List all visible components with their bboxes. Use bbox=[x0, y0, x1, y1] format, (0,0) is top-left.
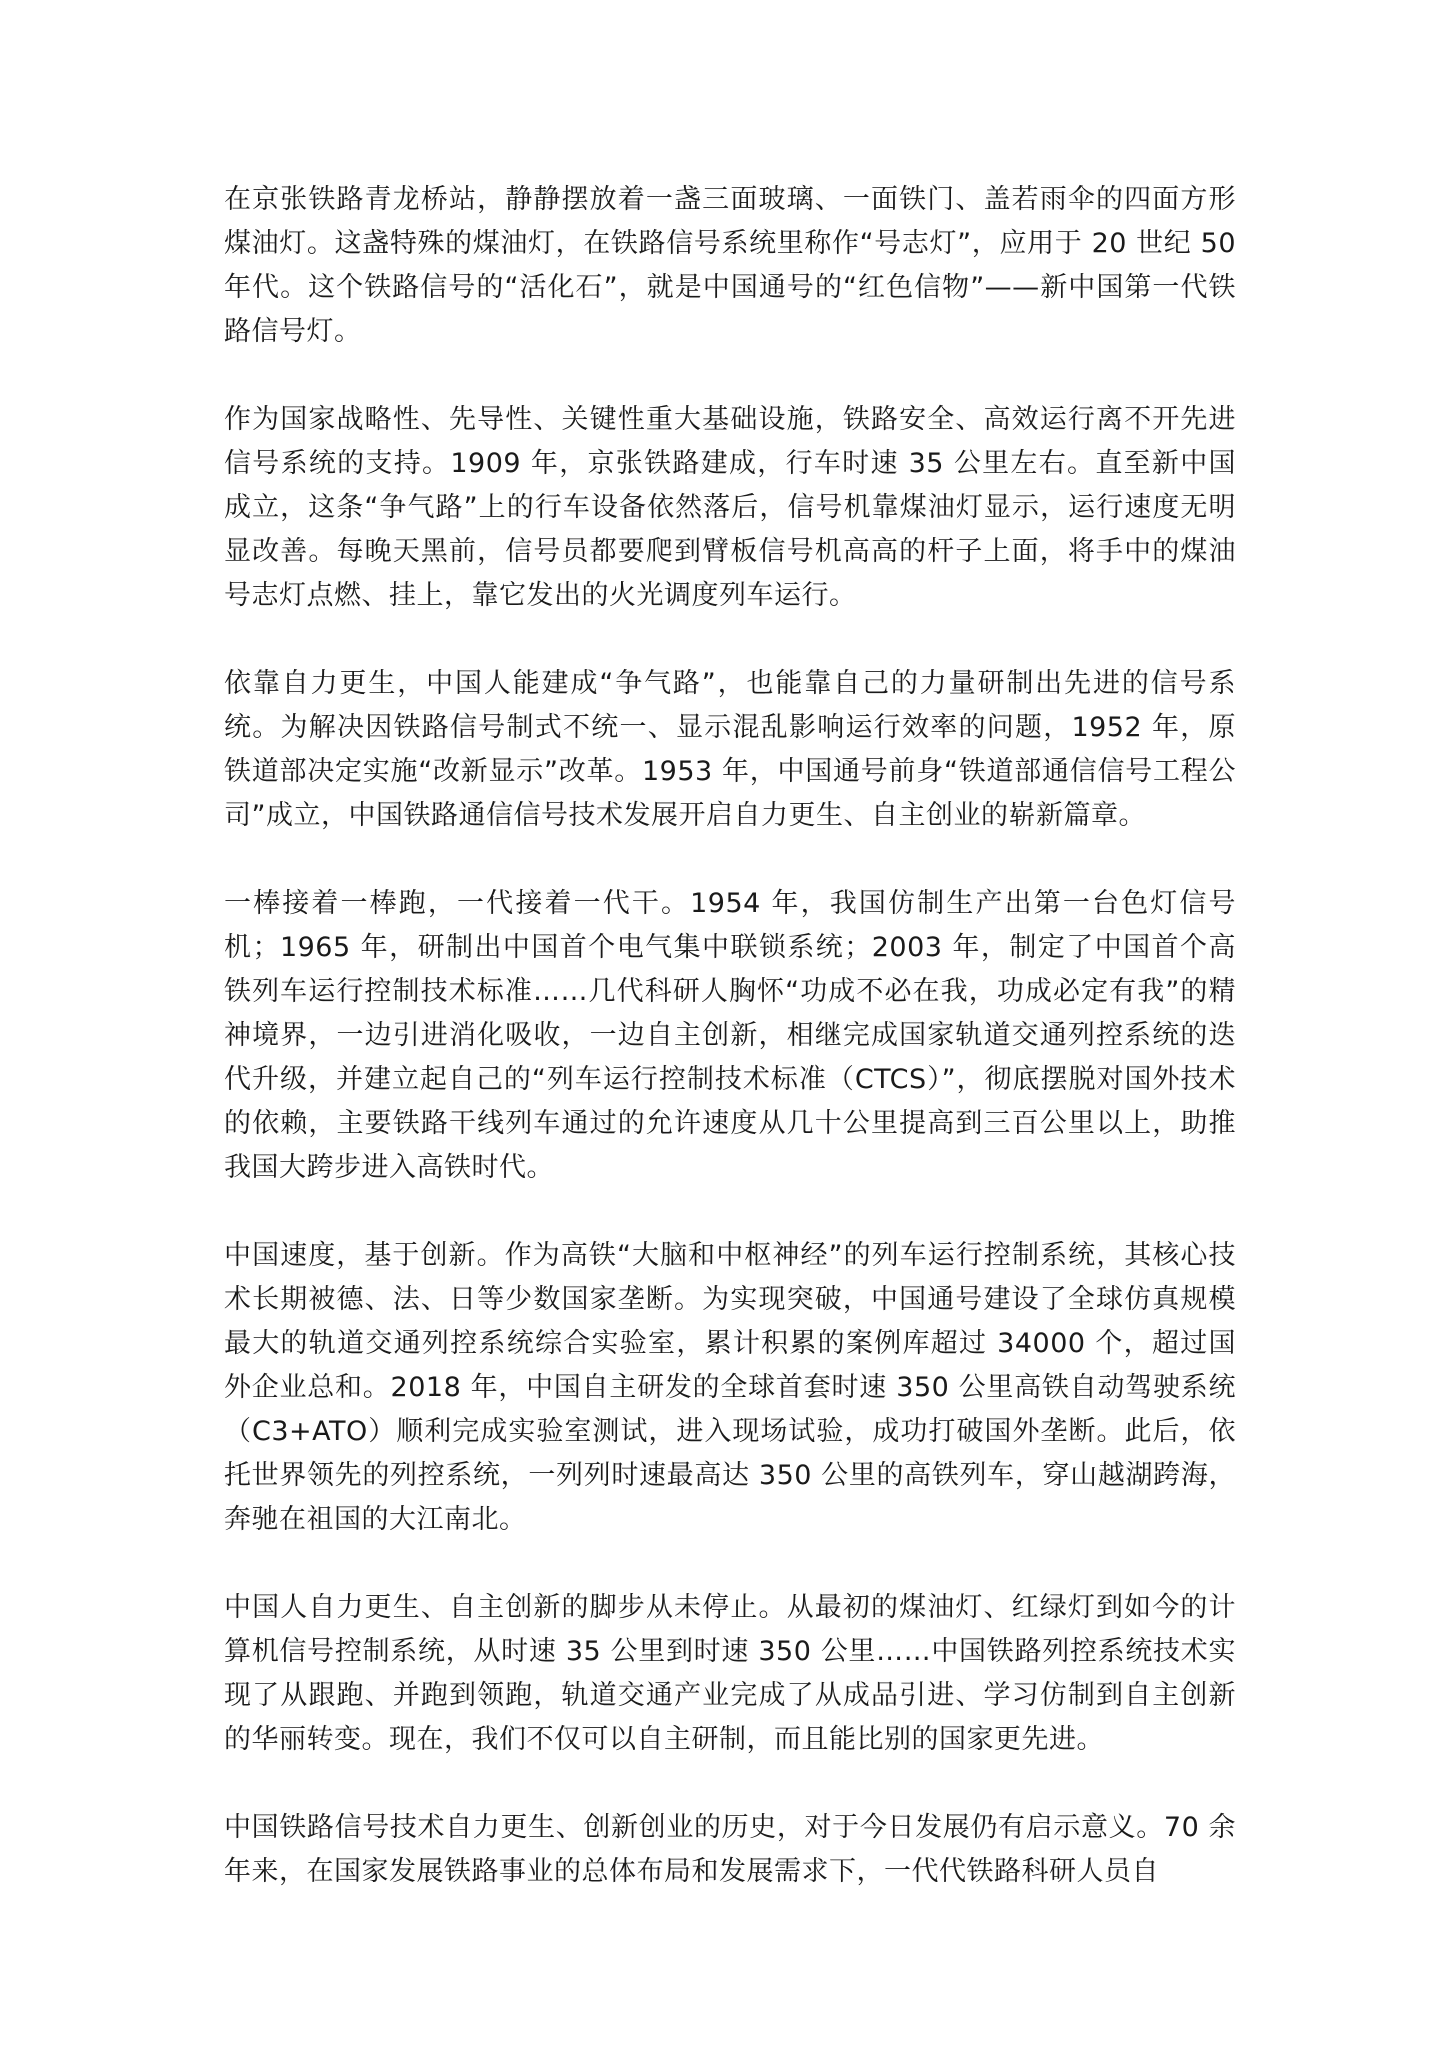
paragraph-4: 一棒接着一棒跑，一代接着一代干。1954 年，我国仿制生产出第一台色灯信号机；1965 年，研制出中国首个电气集中联锁系统；2003 年，制定了中国首个高铁列车运行控制技术标准……几代科研人胸怀“功成不必在我，功成必定有我”的精神境界，一边引进消化吸收，一边自主创新，相继完成国家轨道交通列控系统的迭代升级，并建立起自己的“列车运行控制技术标准（CTCS）”，彻底摆脱对国外技术的依赖，主要铁路干线列车通过的允许速度从几十公里提高到三百公里以上，助推我国大跨步进入高铁时代。 bbox=[224, 888, 1236, 1183]
paragraph-6: 中国人自力更生、自主创新的脚步从未停止。从最初的煤油灯、红绿灯到如今的计算机信号控制系统，从时速 35 公里到时速 350 公里……中国铁路列控系统技术实现了从跟跑、并跑到领跑，轨道交通产业完成了从成品引进、学习仿制到自主创新的华丽转变。现在，我们不仅可以自主研制，而且能比别的国家更先进。 bbox=[224, 1592, 1236, 1755]
paragraph-1: 在京张铁路青龙桥站，静静摆放着一盏三面玻璃、一面铁门、盖若雨伞的四面方形煤油灯。这盏特殊的煤油灯，在铁路信号系统里称作“号志灯”，应用于 20 世纪 50 年代。这个铁路信号的“活化石”，就是中国通号的“红色信物”——新中国第一代铁路信号灯。 bbox=[224, 184, 1236, 347]
paragraph-2: 作为国家战略性、先导性、关键性重大基础设施，铁路安全、高效运行离不开先进信号系统的支持。1909 年，京张铁路建成，行车时速 35 公里左右。直至新中国成立，这条“争气路”上的行车设备依然落后，信号机靠煤油灯显示，运行速度无明显改善。每晚天黑前，信号员都要爬到臂板信号机高高的杆子上面，将手中的煤油号志灯点燃、挂上，靠它发出的火光调度列车运行。 bbox=[224, 404, 1236, 611]
paragraph-3: 依靠自力更生，中国人能建成“争气路”，也能靠自己的力量研制出先进的信号系统。为解决因铁路信号制式不统一、显示混乱影响运行效率的问题，1952 年，原铁道部决定实施“改新显示”改革。1953 年，中国通号前身“铁道部通信信号工程公司”成立，中国铁路通信信号技术发展开启自力更生、自主创业的崭新篇章。 bbox=[224, 668, 1236, 831]
paragraph-5: 中国速度，基于创新。作为高铁“大脑和中枢神经”的列车运行控制系统，其核心技术长期被德、法、日等少数国家垄断。为实现突破，中国通号建设了全球仿真规模最大的轨道交通列控系统综合实验室，累计积累的案例库超过 34000 个，超过国外企业总和。2018 年，中国自主研发的全球首套时速 350 公里高铁自动驾驶系统（C3+ATO）顺利完成实验室测试，进入现场试验，成功打破国外垄断。此后，依托世界领先的列控系统，一列列时速最高达 350 公里的高铁列车，穿山越湖跨海，奔驰在祖国的大江南北。 bbox=[224, 1240, 1236, 1535]
article-body bbox=[224, 178, 1236, 1894]
paragraph-7: 中国铁路信号技术自力更生、创新创业的历史，对于今日发展仍有启示意义。70 余年来，在国家发展铁路事业的总体布局和发展需求下，一代代铁路科研人员自 bbox=[224, 1812, 1236, 1887]
